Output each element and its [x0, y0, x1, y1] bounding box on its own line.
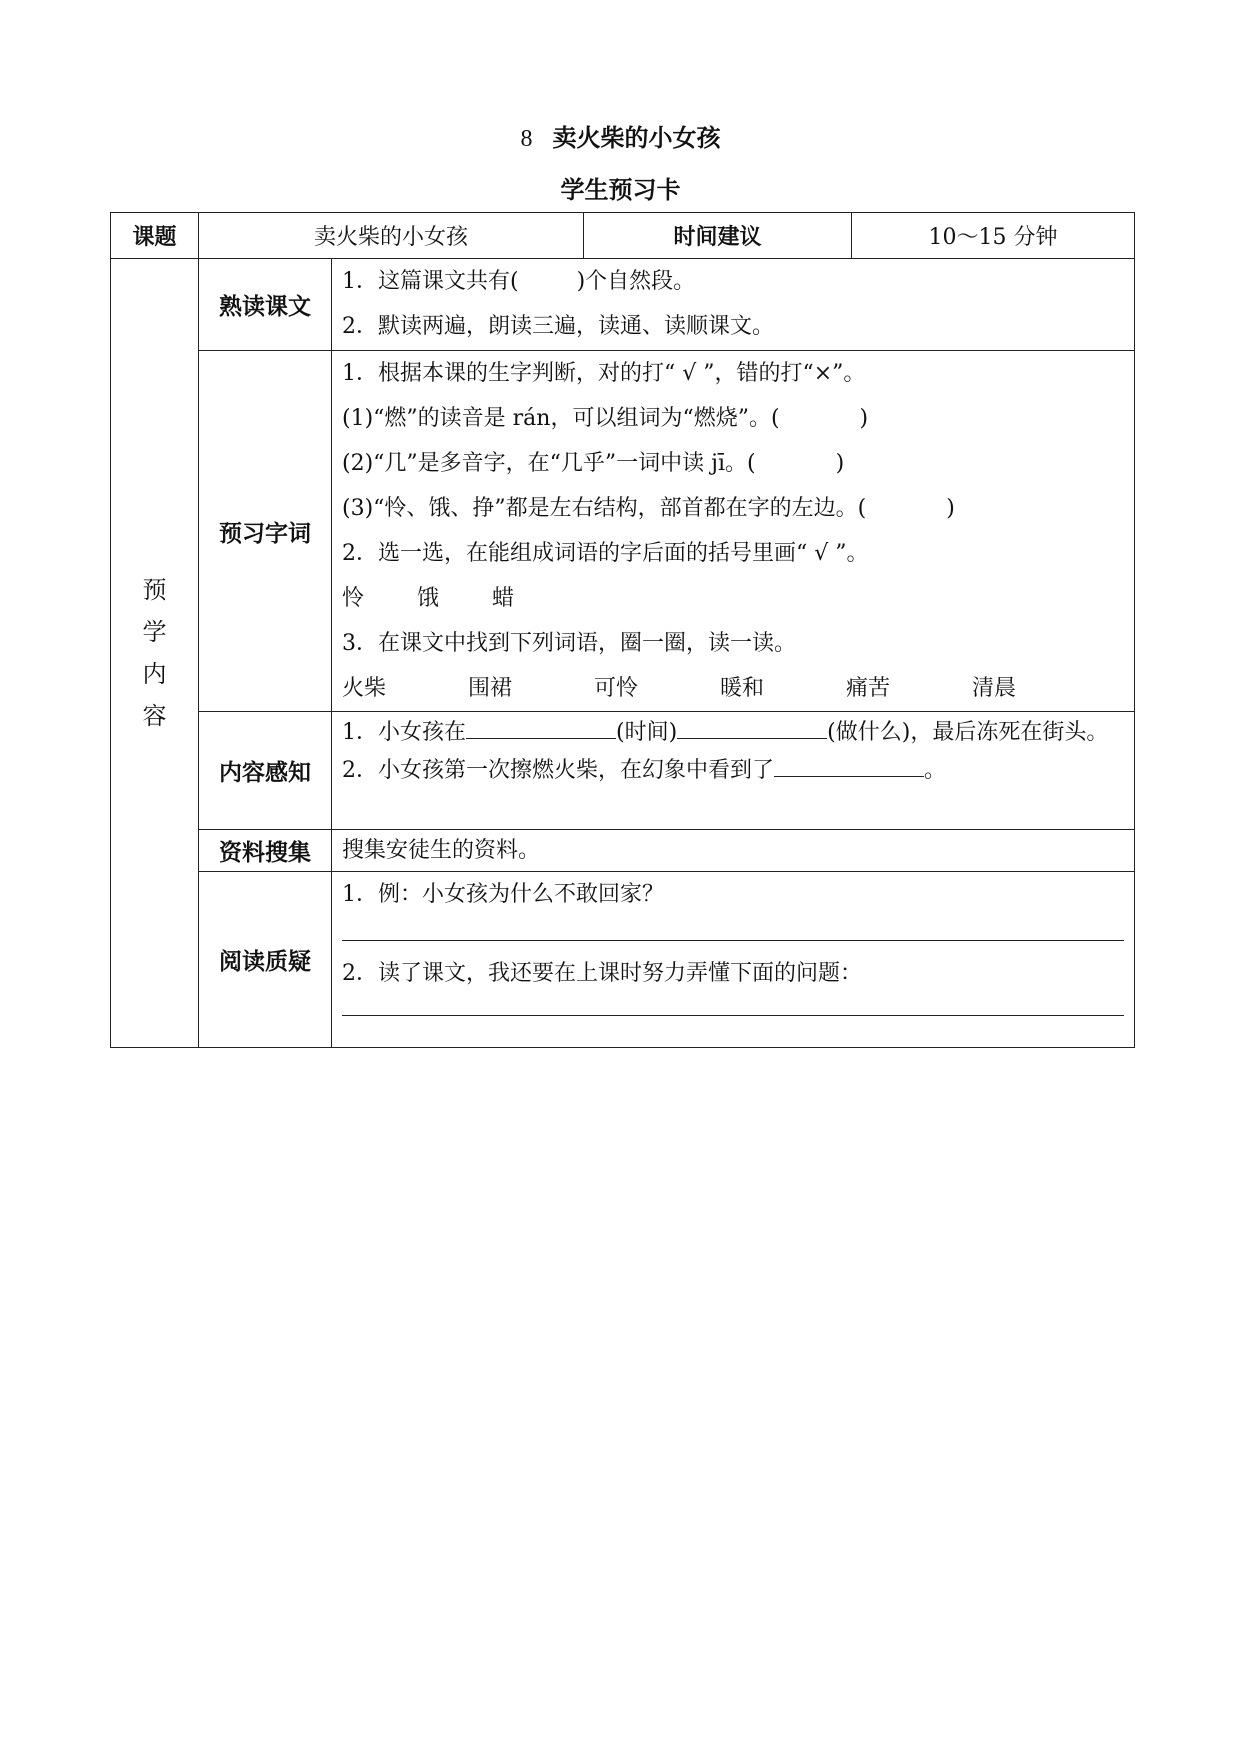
row-neirong [111, 712, 1135, 830]
lesson-title [0, 118, 1241, 153]
shudu-q1: 1．这篇课文共有( )个自然段。 [342, 269, 696, 294]
yuedu-answer-line-1 [342, 939, 1124, 941]
section-content-neirong [332, 712, 1135, 830]
lesson-title-text: 卖火柴的小女孩 [552, 124, 721, 152]
yuedu-answer-line-2 [342, 1014, 1124, 1016]
row-yuxi [111, 351, 1135, 712]
time-blank [466, 716, 616, 739]
yuedu-q1: 1．例：小女孩为什么不敢回家？ [342, 882, 664, 907]
header-row [111, 213, 1135, 259]
yuxi-q2: 2．选一选，在能组成词语的字后面的括号里画“ √ ”。 [342, 541, 869, 566]
yuxi-item-1: (1)“燃”的读音是 rán，可以组词为“燃烧”。( ) [342, 406, 869, 431]
yuedu-q2: 2．读了课文，我还要在上课时努力弄懂下面的问题： [342, 961, 862, 986]
yuxi-q3: 3．在课文中找到下列词语，圈一圈，读一读。 [342, 631, 796, 656]
topic-value: 卖火柴的小女孩 [199, 213, 584, 259]
time-label: 时间建议 [584, 213, 852, 259]
neirong-q2: 2．小女孩第一次擦燃火柴，在幻象中看到了 。 [342, 748, 1124, 793]
section-label-yuedu: 阅读质疑 [199, 872, 332, 1048]
yuxi-item-3: (3)“怜、饿、挣”都是左右结构，部首都在字的左边。( ) [342, 496, 955, 521]
row-yuedu [111, 872, 1135, 1048]
neirong-q1: 1．小女孩在 (时间) (做什么)，最后冻死在街头。 [342, 712, 1124, 748]
yuxi-chars: 怜 饿 蜡 [342, 586, 515, 611]
lesson-number: 8 [520, 126, 533, 152]
shudu-q2: 2．默读两遍，朗读三遍，读通、读顺课文。 [342, 314, 774, 339]
section-label-neirong: 内容感知 [199, 712, 332, 830]
yuxi-words: 火柴 围裙 可怜 暖和 痛苦 清晨 [342, 676, 1017, 701]
section-label-ziliao: 资料搜集 [199, 830, 332, 872]
section-content-yuedu [332, 872, 1135, 1048]
topic-label: 课题 [111, 213, 199, 259]
yuxi-item-2: (2)“几”是多音字，在“几乎”一词中读 jī。( ) [342, 451, 845, 476]
section-content-shudu [332, 259, 1135, 351]
section-content-yuxi [332, 351, 1135, 712]
time-value: 10～15 分钟 [852, 213, 1135, 259]
vision-blank [774, 754, 924, 777]
row-ziliao [111, 830, 1135, 872]
yuxi-q1: 1．根据本课的生字判断，对的打“ √ ”，错的打“×”。 [342, 361, 866, 386]
row-shudu [111, 259, 1135, 351]
section-label-yuxi: 预习字词 [199, 351, 332, 712]
side-label: 预 学 内 容 [111, 259, 199, 1048]
section-content-ziliao [332, 830, 1135, 872]
ziliao-text: 搜集安徒生的资料。 [342, 837, 541, 863]
preview-card-table [110, 212, 1135, 1048]
section-label-shudu: 熟读课文 [199, 259, 332, 351]
card-subtitle: 学生预习卡 [560, 176, 681, 204]
activity-blank [677, 716, 827, 739]
